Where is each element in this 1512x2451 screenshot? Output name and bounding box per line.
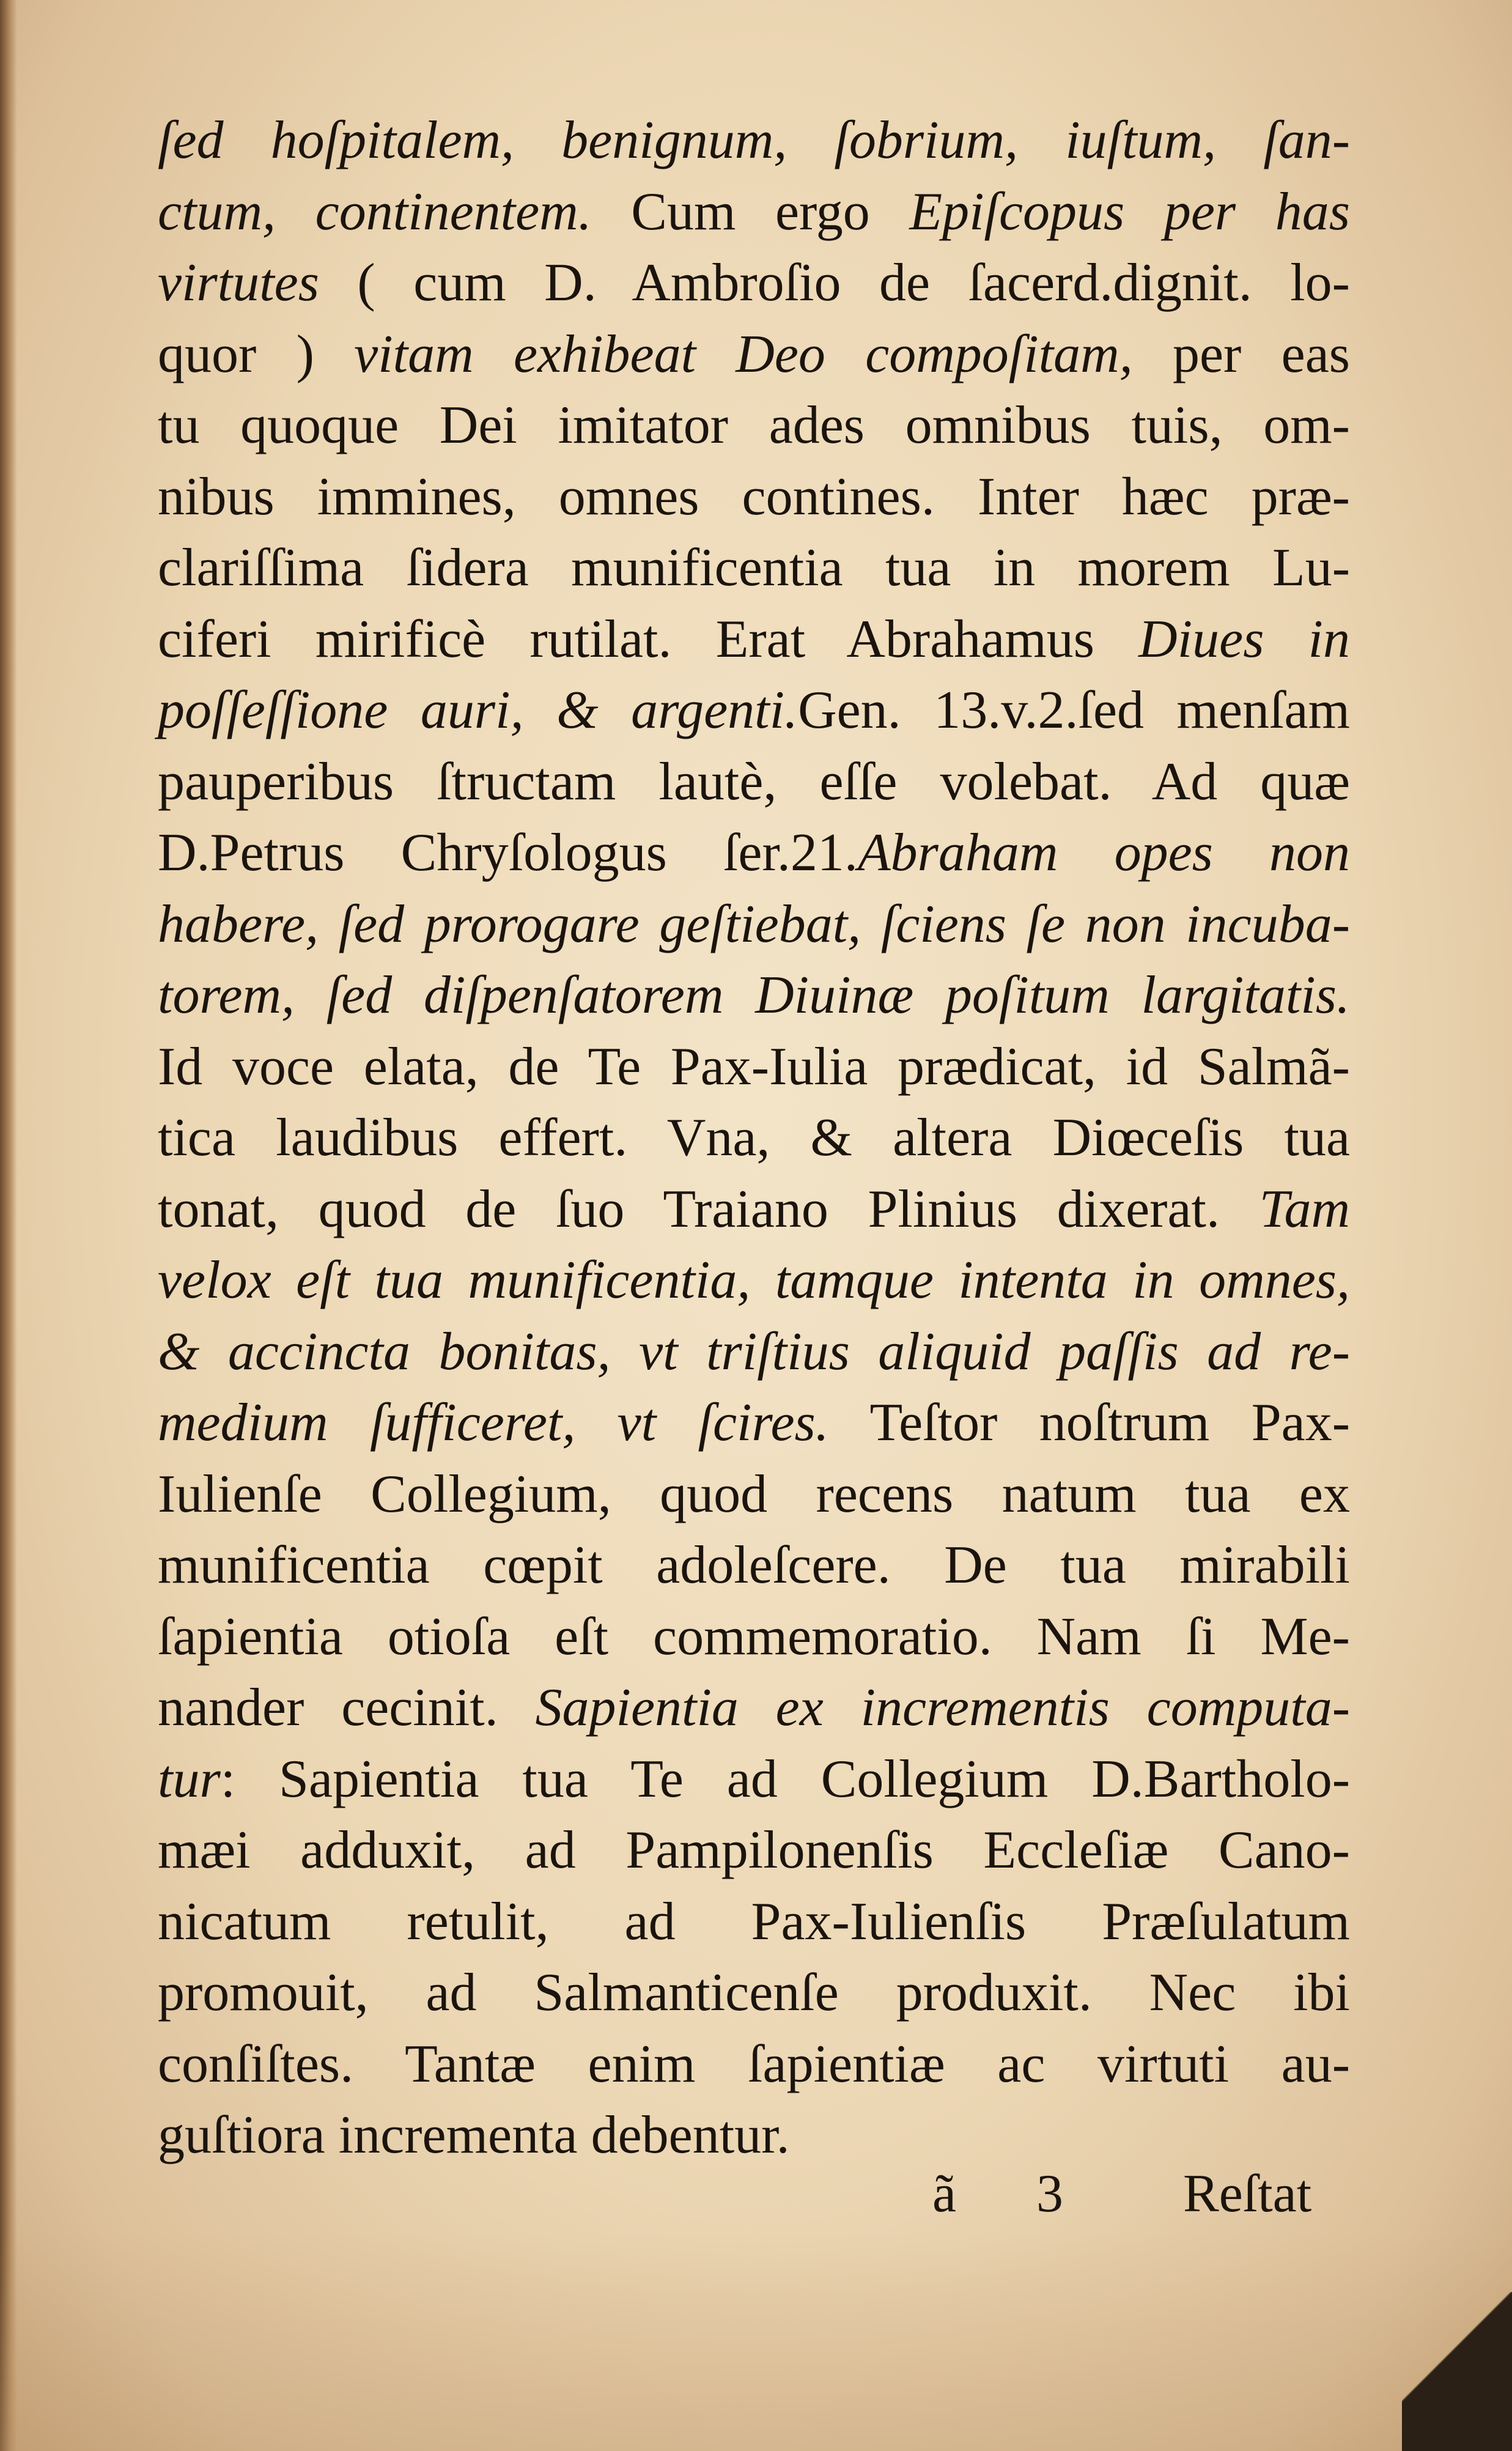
text-line [158,1245,1350,1316]
roman-text: nibus immines, omnes contines. Inter hæc præ- [158,467,1350,527]
italic-text: torem, ſed diſpenſatorem Diuinæ poſitum largitatis. [158,966,1350,1025]
roman-text: nander cecinit. [158,1678,536,1737]
italic-text: Epiſcopus per has [909,182,1350,242]
roman-text: quor ) [158,325,355,384]
text-line [158,604,1350,675]
text-line [158,2029,1350,2100]
roman-text: per eas [1132,325,1351,384]
roman-text: Iulienſe Collegium, quod recens natum tua ex [158,1465,1350,1524]
roman-text: : Sapientia tua Te ad Collegium D.Bartholo- [220,1750,1350,1809]
italic-text: tur [158,1750,221,1809]
text-line [158,1388,1350,1458]
roman-text: ſapientia otioſa eſt commemoratio. Nam ſi Me- [158,1607,1350,1666]
text-line [158,248,1350,319]
italic-text: Sapientia ex incrementis computa- [535,1678,1351,1737]
text-line [158,105,1350,176]
page-binding-edge [0,0,17,2451]
italic-text: medium ſufficeret, vt ſcires. [158,1393,829,1452]
roman-text: munificentia cœpit adoleſcere. De tua mirabili [158,1536,1350,1595]
italic-text: velox eſt tua munificentia, tamque intenta in omnes, [158,1251,1350,1310]
text-line [158,1103,1350,1174]
italic-text: & accincta bonitas, vt triſtius aliquid paſſis ad re- [158,1322,1350,1381]
text-line [158,177,1350,248]
italic-text: vitam exhibeat Deo compoſitam, [354,325,1133,384]
roman-text: ( cum D. Ambroſio de ſacerd.dignit. lo- [319,253,1350,312]
paper-stain [0,2232,1512,2451]
italic-text: ſed hoſpitalem, benignum, ſobrium, iuſtum, ſan- [158,111,1350,170]
text-line [158,747,1350,818]
text-line [158,462,1350,533]
text-line [158,2100,1350,2171]
text-line [158,1032,1350,1103]
text-line [158,675,1350,746]
italic-text: poſſeſſione auri, & argenti. [158,681,798,740]
roman-text: Gen. 13.v.2.ſed menſam [798,681,1350,740]
roman-text: ciferi mirificè rutilat. Erat Abrahamus [158,610,1139,669]
text-line [158,960,1350,1031]
italic-text: Tam [1259,1180,1350,1239]
text-line [158,1317,1350,1388]
text-line [158,1744,1350,1815]
roman-text: promouit, ad Salmanticenſe produxit. Nec ibi [158,1963,1350,2022]
roman-text: Teſtor noſtrum Pax- [828,1393,1350,1452]
text-line [158,1887,1350,1957]
text-line [158,1459,1350,1530]
text-line [158,390,1350,461]
italic-text: ctum, continentem. [158,182,592,242]
text-line [158,1602,1350,1673]
roman-text: tica laudibus effert. Vna, & altera Diœceſis tua [158,1108,1350,1167]
text-line [158,889,1350,960]
roman-text: pauperibus ſtructam lautè, eſſe volebat. Ad quæ [158,752,1350,811]
roman-text: clariſſima ſidera munificentia tua in morem Lu- [158,538,1350,597]
roman-text: guſtiora incrementa debentur. [158,2105,790,2165]
signature-mark: ã [932,2164,957,2224]
text-line [158,319,1350,390]
italic-text: Diues in [1138,610,1351,669]
roman-text: Cum ergo [591,182,910,242]
roman-text: D.Petrus Chryſologus ſer.21. [158,823,858,882]
roman-text: tonat, quod de ſuo Traiano Plinius dixerat. [158,1180,1259,1239]
roman-text: conſiſtes. Tantæ enim ſapientiæ ac virtuti au- [158,2035,1350,2094]
italic-text: virtutes [158,253,319,312]
roman-text: mæi adduxit, ad Pampilonenſis Eccleſiæ Cano- [158,1821,1350,1880]
torn-corner [1402,2292,1512,2451]
text-line [158,818,1350,889]
italic-text: Abraham opes non [857,823,1351,882]
text-line [158,1815,1350,1886]
catchword: Reſtat [1183,2164,1312,2224]
text-line [158,1673,1350,1743]
roman-text: tu quoque Dei imitator ades omnibus tuis, om- [158,396,1350,455]
roman-text: nicatum retulit, ad Pax-Iulienſis Præſulatum [158,1892,1350,1951]
text-line [158,533,1350,604]
italic-text: habere, ſed prorogare geſtiebat, ſciens ſe non incuba- [158,895,1350,954]
text-line [158,1174,1350,1245]
page-number: 3 [1036,2164,1063,2224]
roman-text: Id voce elata, de Te Pax-Iulia prædicat, id Salmã- [158,1037,1350,1096]
text-line [158,1957,1350,2028]
text-line [158,1530,1350,1601]
